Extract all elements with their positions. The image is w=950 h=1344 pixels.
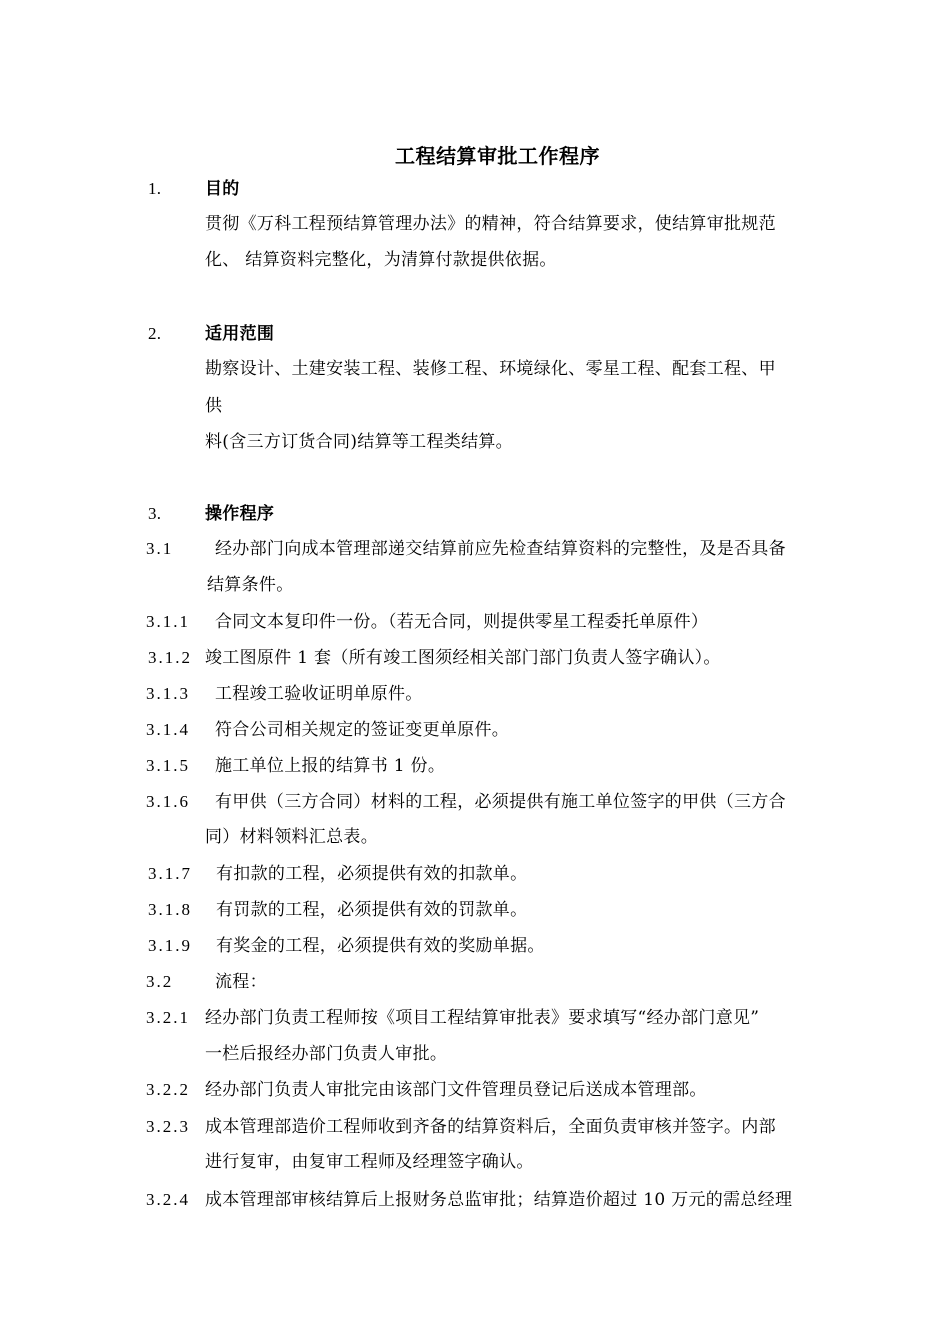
item-number: 3.1.1: [146, 612, 190, 631]
item-number: 3.1.5: [146, 756, 190, 775]
item-text: 符合公司相关规定的签证变更单原件。: [215, 720, 510, 740]
section-2-line-3: 料(含三方订货合同)结算等工程类结算。: [205, 432, 513, 452]
section-2-line-2: 供: [205, 396, 223, 416]
item-number: 3.2.1: [146, 1008, 190, 1027]
item-text: 同）材料领料汇总表。: [205, 827, 378, 847]
item-text: 成本管理部造价工程师收到齐备的结算资料后，全面负责审核并签字。内部: [205, 1117, 776, 1137]
item-number: 3.1.7: [148, 864, 192, 883]
section-1-heading-row: [148, 178, 161, 200]
section-3-number-row: [148, 503, 161, 525]
document-title: 工程结算审批工作程序: [395, 144, 600, 168]
item-text: 经办部门向成本管理部递交结算前应先检查结算资料的完整性，及是否具备: [215, 539, 786, 559]
item-text: 有扣款的工程，必须提供有效的扣款单。: [216, 864, 528, 884]
section-number: 3.: [148, 504, 162, 523]
item-text: 一栏后报经办部门负责人审批。: [205, 1044, 448, 1064]
section-1-line-2: 化、 结算资料完整化，为清算付款提供依据。: [205, 250, 557, 270]
item-number: 3.2.2: [146, 1080, 190, 1099]
item-text: 有奖金的工程，必须提供有效的奖励单据。: [216, 936, 545, 956]
item-text: 有罚款的工程，必须提供有效的罚款单。: [216, 900, 528, 920]
item-number: 3.1.3: [146, 684, 190, 703]
item-number: 3.1.9: [148, 936, 192, 955]
section-number: 2.: [148, 324, 162, 343]
item-text: 竣工图原件 1 套（所有竣工图须经相关部门部门负责人签字确认）。: [205, 648, 721, 668]
item-text: 经办部门负责工程师按《项目工程结算审批表》要求填写“经办部门意见”: [205, 1008, 760, 1028]
section-2-number-row: [148, 323, 161, 345]
item-text: 施工单位上报的结算书 1 份。: [215, 756, 446, 776]
item-text: 结算条件。: [207, 575, 294, 595]
section-1-heading: 目的: [205, 179, 240, 199]
item-text: 经办部门负责人审批完由该部门文件管理员登记后送成本管理部。: [205, 1080, 707, 1100]
item-text: 流程：: [215, 972, 267, 992]
item-number: 3.1.6: [146, 792, 190, 811]
item-number: 3.2.4: [146, 1190, 190, 1209]
item-number: 3.2: [146, 972, 174, 991]
section-number: 1.: [148, 179, 162, 198]
section-2-heading: 适用范围: [205, 324, 275, 344]
item-text: 有甲供（三方合同）材料的工程，必须提供有施工单位签字的甲供（三方合: [215, 792, 786, 812]
item-text: 进行复审，由复审工程师及经理签字确认。: [205, 1152, 534, 1172]
item-number: 3.1: [146, 539, 174, 558]
item-number: 3.2.3: [146, 1117, 190, 1136]
item-text: 工程竣工验收证明单原件。: [215, 684, 423, 704]
item-number: 3.1.4: [146, 720, 190, 739]
item-number: 3.1.2: [148, 648, 192, 667]
section-2-line-1: 勘察设计、土建安装工程、装修工程、环境绿化、零星工程、配套工程、甲: [205, 359, 776, 379]
item-text: 合同文本复印件一份。（若无合同，则提供零星工程委托单原件）: [215, 612, 709, 632]
section-1-line-1: 贯彻《万科工程预结算管理办法》的精神，符合结算要求，使结算审批规范: [205, 214, 776, 234]
item-number: 3.1.8: [148, 900, 192, 919]
section-3-heading: 操作程序: [205, 504, 275, 524]
item-text: 成本管理部审核结算后上报财务总监审批；结算造价超过 10 万元的需总经理: [205, 1190, 793, 1210]
